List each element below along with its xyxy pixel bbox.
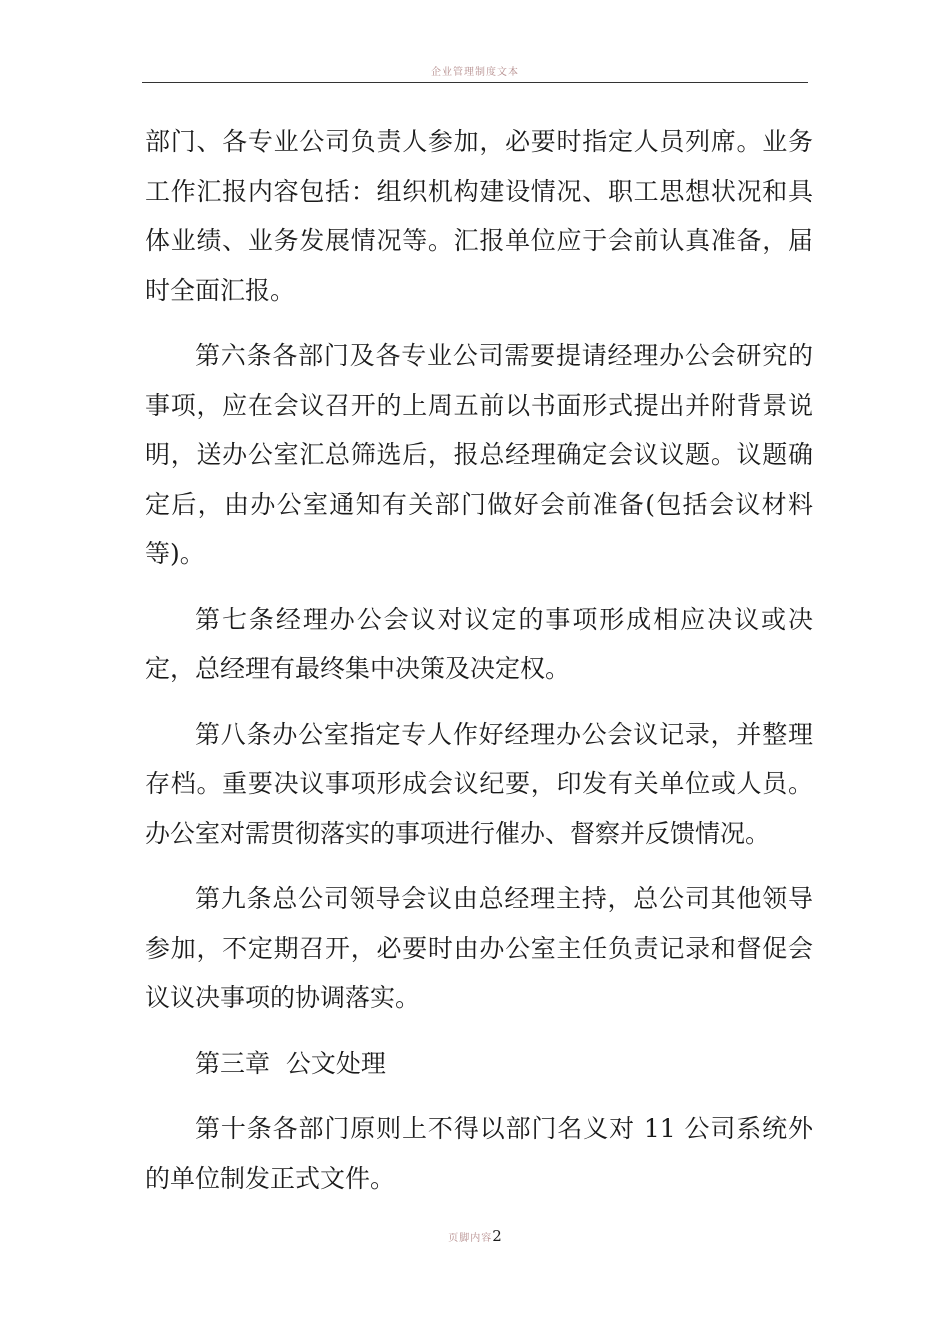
header-rule xyxy=(142,82,808,83)
page-number: 2 xyxy=(492,1227,502,1245)
paragraph-article-8: 第八条办公室指定专人作好经理办公会议记录，并整理存档。重要决议事项形成会议纪要，印发有关单位或人员。办公室对需贯彻落实的事项进行催办、督察并反馈情况。 xyxy=(145,719,813,848)
paragraph-article-7: 第七条经理办公会议对议定的事项形成相应决议或决定，总经理有最终集中决策及决定权。 xyxy=(145,604,813,683)
chapter-heading: 第三章 公文处理 xyxy=(195,1048,386,1078)
paragraph-article-6: 第六条各部门及各专业公司需要提请经理办公会研究的事项，应在会议召开的上周五前以书面形式提出并附背景说明，送办公室汇总筛选后，报总经理确定会议议题。议题确定后，由办公室通知有关部门做好会前准备(包括会议材料等)。 xyxy=(145,341,813,568)
footer-label: 页脚内容 xyxy=(448,1233,493,1244)
paragraph-article-9: 第九条总公司领导会议由总经理主持，总公司其他领导参加，不定期召开，必要时由办公室主任负责记录和督促会议议决事项的协调落实。 xyxy=(145,884,813,1012)
document-body xyxy=(145,117,813,1219)
paragraph-continuation: 部门、各专业公司负责人参加，必要时指定人员列席。业务工作汇报内容包括：组织机构建设情况、职工思想状况和具体业绩、业务发展情况等。汇报单位应于会前认真准备，届时全面汇报。 xyxy=(145,127,813,305)
page-footer xyxy=(0,1226,950,1249)
running-header: 企业管理制度文本 xyxy=(431,67,519,78)
paragraph-article-10: 第十条各部门原则上不得以部门名义对 11 公司系统外的单位制发正式文件。 xyxy=(145,1114,813,1193)
